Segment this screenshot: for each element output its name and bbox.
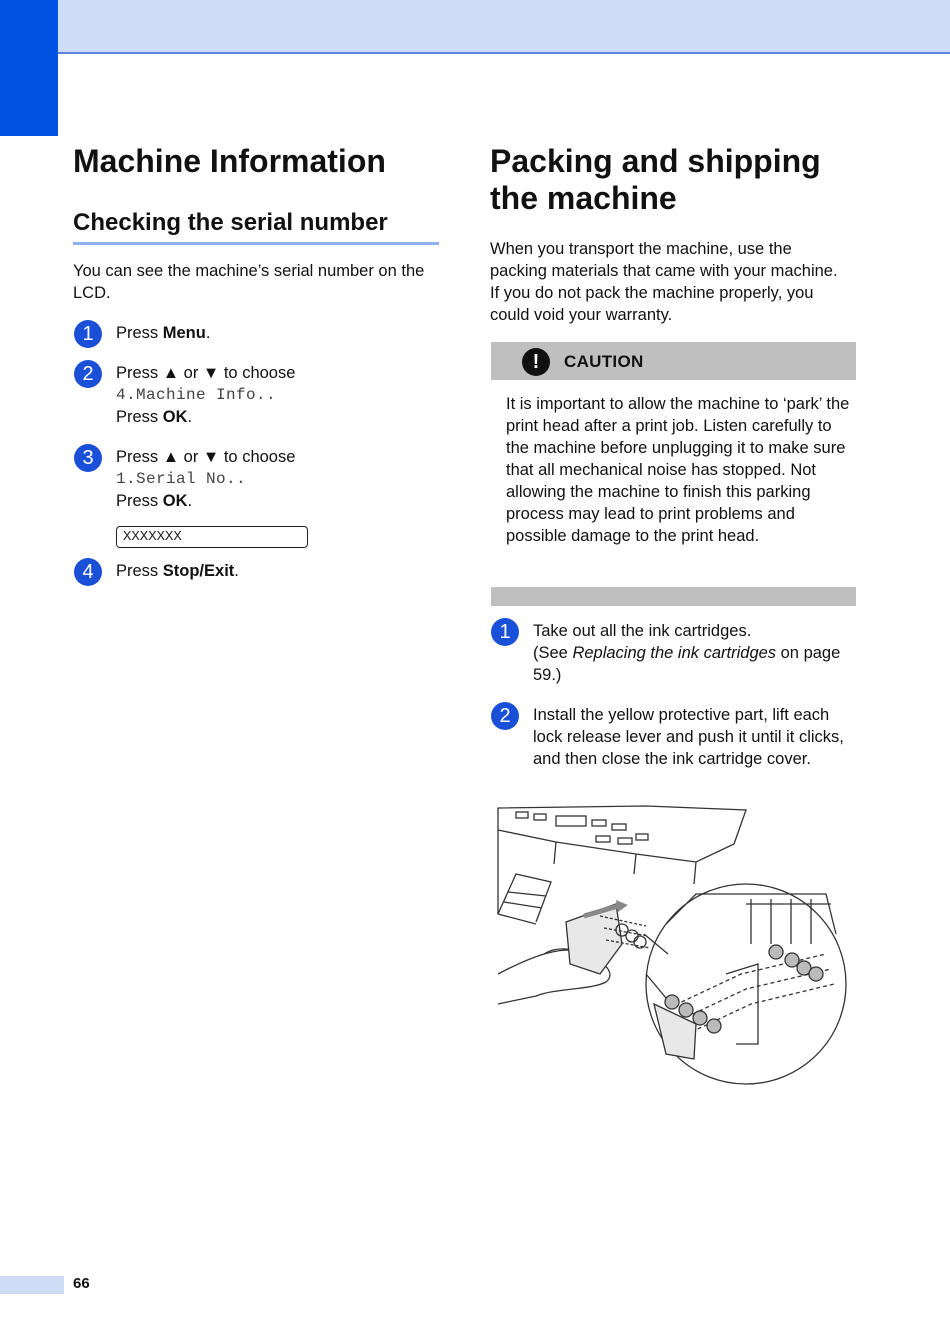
ink-cartridge-illustration xyxy=(496,804,848,1088)
exclamation-icon: ! xyxy=(522,348,550,376)
caution-footer-bar xyxy=(491,587,856,606)
header-band xyxy=(0,0,950,54)
ok-key: OK xyxy=(162,492,188,510)
section-title: Machine Information xyxy=(73,143,386,179)
subsection-title: Checking the serial number xyxy=(73,208,439,245)
lcd-display: XXXXXXX xyxy=(116,526,308,548)
stop-exit-key: Stop/Exit xyxy=(162,562,235,580)
page-number: 66 xyxy=(73,1275,90,1292)
step-number: 2 xyxy=(74,360,102,388)
step-4: 4 Press Stop/Exit. xyxy=(74,558,414,582)
footer-band xyxy=(0,1276,64,1294)
lcd-menu-text: 4.Machine Info.. xyxy=(116,386,277,404)
lcd-menu-text: 1.Serial No.. xyxy=(116,470,247,488)
caution-header xyxy=(491,342,856,380)
step-1: 1 Take out all the ink cartridges. (See Replacing the ink cartridges on page 59.) xyxy=(491,618,856,686)
step-2: 2 Install the yellow protective part, lift each lock release lever and push it until it clicks, and then close the ink cartridge cover. xyxy=(491,702,856,770)
step-1: 1 Press Menu. xyxy=(74,320,414,344)
step-number: 2 xyxy=(491,702,519,730)
caution-text: It is important to allow the machine to ‘park’ the print head after a print job. Listen carefully to the machine before unplugging it to make sure that all mechanical noise has stopped. Not allowing the machine to finish this parking process may lead to print problems and possible damage to the print head. xyxy=(506,395,850,545)
step-2: 2 Press ▲ or ▼ to choose 4.Machine Info.. Press OK. xyxy=(74,360,414,428)
caution-label: CAUTION xyxy=(564,352,644,371)
step-number: 1 xyxy=(491,618,519,646)
step-3: 3 Press ▲ or ▼ to choose 1.Serial No.. Press OK. xyxy=(74,444,414,512)
step-number: 4 xyxy=(74,558,102,586)
chapter-tab xyxy=(0,0,58,136)
step-number: 3 xyxy=(74,444,102,472)
ok-key: OK xyxy=(162,408,188,426)
intro-paragraph: You can see the machine’s serial number on the LCD. xyxy=(73,262,425,302)
section-title: Packing and shipping the machine xyxy=(490,143,821,216)
intro-paragraph: When you transport the machine, use the packing materials that came with your machine. If you do not pack the machine properly, you could void your warranty. xyxy=(490,240,838,324)
cross-reference-link: Replacing the ink cartridges xyxy=(572,644,777,662)
menu-key: Menu xyxy=(162,324,206,342)
step-number: 1 xyxy=(74,320,102,348)
